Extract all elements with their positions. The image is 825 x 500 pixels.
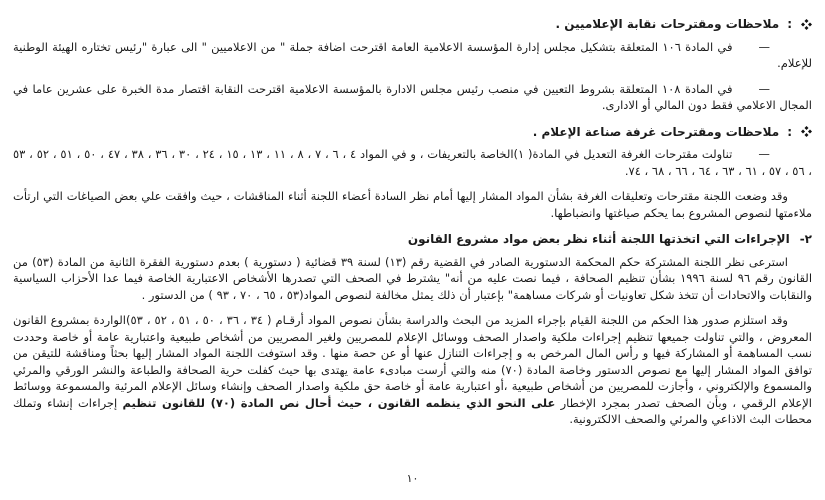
diamond-bullet-icon [801, 126, 812, 137]
list-item-chamber-articles [13, 146, 812, 179]
list-item-article-106 [13, 39, 812, 72]
list-item-article-108 [13, 81, 812, 114]
heading-number: ٢- [799, 232, 812, 246]
heading-procedures [13, 231, 812, 248]
heading-separator: : [787, 124, 792, 139]
heading-separator: : [787, 17, 792, 31]
item-text: في المادة ١٠٨ المتعلقة بشروط التعيين في منصب رئيس مجلس الادارة بالمؤسسة الاعلامية اقترحت النقابة اقتصار مدة الخبرة على عشرين عاما في المجال الاعلامي فقط دون المالي أو الادارى. [13, 81, 812, 112]
diamond-bullet-icon [801, 19, 812, 30]
dash-marker: — [758, 39, 770, 54]
dash-marker: — [758, 147, 770, 161]
dash-marker: — [758, 81, 770, 96]
study-bold-text: على النحو الذي ينظمه القانون ، حيث أحال نص المادة (٧٠) للقانون تنظيم [122, 395, 556, 410]
heading-chamber-notes [13, 124, 812, 141]
item-text: تناولت مقترحات الغرفة التعديل في المادة( ١)الخاصة بالتعريفات ، و في المواد ٤ ، ٦ ، ٧ ، ٨ ، ١١ ، ١٣ ، ١٥ ، ٢٤ ، ٣٠ ، ٣٦ ، ٣٨ ، ٤٧ ، ٥٠ ، ٥١ ، ٥٢ ، ٥٣ ، ٥٦ ، ٥٧ ، ٦١ ، ٦٣ ، ٦٤ ، ٦٦ ، ٦٨ ، ٧٤. [13, 147, 812, 178]
paragraph-committee-review: وقد وضعت اللجنة مقترحات وتعليقات الغرفة بشأن المواد المشار إليها أمام نظر السادة أعضاء اللجنة أثناء المناقشات ، حيث وافقت علي بعض الصياغات التي ارتأت ملاءمتها لنصوص المشروع بما يحكم صياغتها وانضباطها. [13, 189, 812, 220]
paragraph-court-ruling: استرعى نظر اللجنة المشتركة حكم المحكمة الدستورية الصادر في القضية رقم (١٣) لسنة ٣٩ قضائية ( دستورية ) بعدم دستورية الفقرة الثانية من المادة (٥٣) من القانون رقم ٩٦ لسنة ١٩٩٦ بشأن تنظيم الصحافة ، فيما نصت عليه من أنه" يشترط في الصحف التي تصدرها الأشخاص الاعتبارية الخاصة فيما عدا الأحزاب السياسية والنقابات والاتحادات أن تتخذ شكل تعاونيات أو شركات مساهمة" بإعتبار أن ذلك يمثل مخالفة لنصوص المواد(٥٣ ، ٦٥ ، ٧٠ ، ٩٣ ) من الدستور . [13, 254, 813, 302]
item-text: في المادة ١٠٦ المتعلقة بتشكيل مجلس إدارة المؤسسة الاعلامية العامة اقترحت اضافة جملة " من الاعلاميين " الى عبارة "رئيس تختاره الهيئة الوطنية للإعلام. [13, 39, 812, 70]
heading-label: ملاحظات ومقترحات غرفة صناعة الإعلام . [532, 124, 780, 139]
study-lead-text: وقد استلزم صدور هذا الحكم من اللجنة القيام بإجراء المزيد من البحث والدراسة بشأن نصوص المواد أرقـام ( ٣٤ ، ٣٦ ، ٥٠ ، ٥١ ، ٥٢ ، ٥٣)الواردة بمشروع القانون المعروض ، والتي تناولت جميعها تنظيم إجراءات ملكية واصدار الصحف ووسائل الإعلام للمصريين ولغير المصريين من أشخاص طبيعية واعتبارية عامة أو خاصة وحددت نسب المساهمة أو المشاركة فيها و رأس المال المرخص به و إجراءات التنازل عنها أو عن حصة منها . وقد استوفت اللجنة المواد المشار إليها بحثاً ومناقشة للتيقن من توافق المواد المشار إليها مع نصوص الدستور وخاصة المادة (٧٠) منه والتي أرست مبادىء عامة يهتدى بها حيث كفلت حرية الصحافة والطباعة والنشر الورقي والمرئي والمسموع والإلكتروني ، وأجازت للمصريين من أشخاص طبيعية ،أو اعتبارية عامة أو خاصة حق ملكية واصدار الصحف وإنشاء وسائل الإعلام المرئية والمسموعة ووسائط الإعلام الرقمي ، وبأن الصحف تصدر بمجرد الإخطار [13, 313, 813, 410]
heading-label: ملاحظات ومقترحات نقابة الإعلاميين . [555, 17, 780, 31]
heading-syndicate-notes [13, 16, 812, 33]
paragraph-study [13, 312, 812, 428]
page-number: ١٠ [406, 471, 419, 485]
study-tail-text: إجراءات إنشاء وتملك محطات البث الاذاعي والمرئي والصحف الالكترونية. [13, 395, 812, 426]
heading-label: الإجراءات التي اتخذتها اللجنة أثناء نظر بعض مواد مشروع القانون [407, 232, 790, 246]
